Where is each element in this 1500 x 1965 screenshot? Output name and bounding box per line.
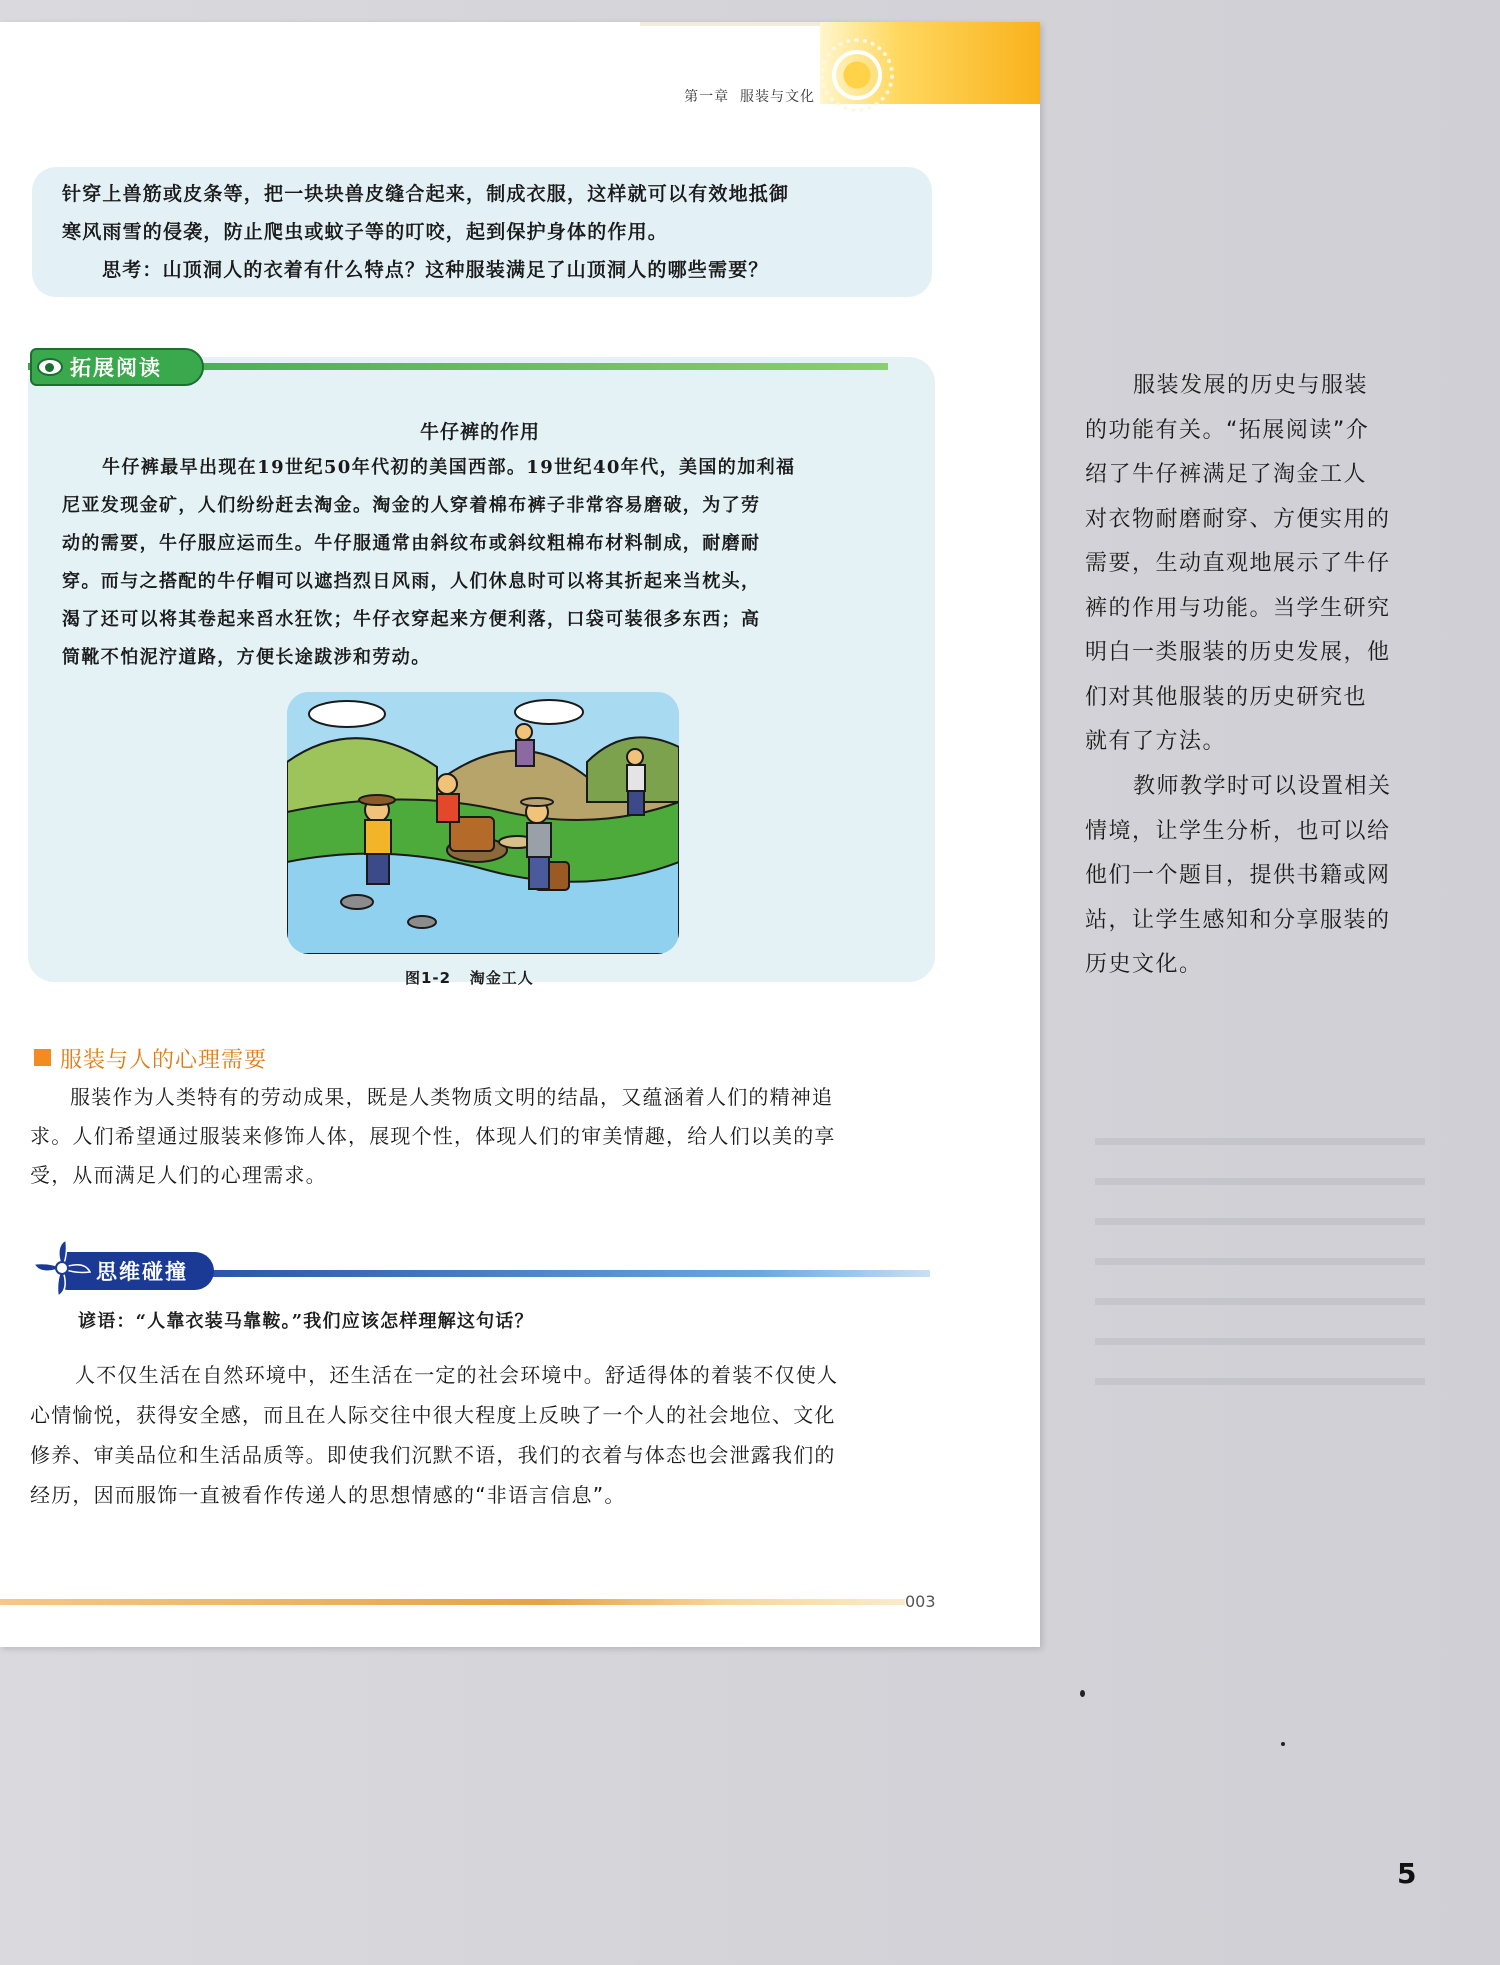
chapter-title: 服装与文化 <box>740 89 815 105</box>
gold-miners-illustration <box>287 692 679 954</box>
extended-reading-line: 尼亚发现金矿，人们纷纷赶去淘金。淘金的人穿着棉布裤子非常容易磨破，为了劳 <box>62 495 761 516</box>
extended-reading-line: 渴了还可以将其卷起来舀水狂饮；牛仔衣穿起来方便利落，口袋可装很多东西；高 <box>62 609 761 630</box>
side-note-line: 明白一类服装的历史发展，他 <box>1085 640 1391 665</box>
side-note-line: 就有了方法。 <box>1085 729 1227 754</box>
extended-reading-line: 穿。而与之搭配的牛仔帽可以遮挡烈日风雨，人们休息时可以将其折起来当枕头， <box>62 571 761 592</box>
side-note-line: 绍了牛仔裤满足了淘金工人 <box>1085 462 1368 487</box>
inner-page-number: 003 <box>905 1592 936 1611</box>
thinking-line: 人不仅生活在自然环境中，还生活在一定的社会环境中。舒适得体的着装不仅使人 <box>75 1363 839 1387</box>
sun-icon <box>832 50 882 100</box>
side-note-line: 需要，生动直观地展示了牛仔 <box>1085 551 1391 576</box>
running-header <box>655 86 815 106</box>
top-box-line: 寒风雨雪的侵袭，防止爬虫或蚊子等的叮咬，起到保护身体的作用。 <box>62 221 669 243</box>
side-note-line: 裤的作用与功能。当学生研究 <box>1085 595 1391 621</box>
bleed-through-text <box>1095 1120 1425 1405</box>
section-heading: 服装与人的心理需要 <box>60 1048 268 1073</box>
thinking-line: 心情愉悦，获得安全感，而且在人际交往中很大程度上反映了一个人的社会地位、文化 <box>30 1403 836 1427</box>
section-line: 求。人们希望通过服装来修饰人体，展现个性，体现人们的审美情趣，给人们以美的享 <box>30 1124 836 1148</box>
bottom-rule <box>0 1599 905 1605</box>
section-line: 受，从而满足人们的心理需求。 <box>30 1163 327 1187</box>
side-note-line: 站，让学生感知和分享服装的 <box>1085 907 1391 933</box>
outer-page-number: 5 <box>1397 1857 1417 1890</box>
textbook-page <box>0 22 1040 1647</box>
proverb-question: 谚语：“人靠衣装马靠鞍。”我们应该怎样理解这句话？ <box>78 1311 534 1332</box>
extended-reading-line: 牛仔裤最早出现在19世纪50年代初的美国西部。19世纪40年代，美国的加利福 <box>102 457 796 478</box>
top-box-question: 思考：山顶洞人的衣着有什么特点？这种服装满足了山顶洞人的哪些需要？ <box>102 259 769 281</box>
figure-number: 图1-2 <box>405 969 452 987</box>
side-note-line: 教师教学时可以设置相关 <box>1133 774 1392 799</box>
side-note-paragraph-2 <box>1085 765 1440 988</box>
thinking-line: 修养、审美品位和生活品质等。即使我们沉默不语，我们的衣着与体态也会泄露我们的 <box>30 1443 836 1467</box>
eye-icon <box>37 358 63 376</box>
figure-caption-text: 淘金工人 <box>469 969 534 987</box>
chapter-number: 第一章 <box>684 89 730 105</box>
extended-reading-title: 牛仔裤的作用 <box>419 421 540 443</box>
side-note-paragraph-1 <box>1085 364 1440 765</box>
side-note-line: 他们一个题目，提供书籍或网 <box>1085 863 1391 888</box>
dust-speck <box>1281 1742 1285 1746</box>
side-note-line: 对衣物耐磨耐穿、方便实用的 <box>1085 506 1391 532</box>
bleed-through-strip <box>640 22 840 26</box>
extended-reading-label: 拓展阅读 <box>70 356 162 380</box>
side-note-line: 情境，让学生分析，也可以给 <box>1085 818 1391 844</box>
thinking-label: 思维碰撞 <box>96 1260 188 1284</box>
thinking-line: 经历，因而服饰一直被看作传递人的思想情感的“非语言信息”。 <box>30 1483 626 1507</box>
top-box-line: 针穿上兽筋或皮条等，把一块块兽皮缝合起来，制成衣服，这样就可以有效地抵御 <box>62 183 790 205</box>
side-note-line: 的功能有关。“拓展阅读”介 <box>1085 417 1370 443</box>
side-note-line: 们对其他服装的历史研究也 <box>1085 684 1368 710</box>
extended-reading-line: 筒靴不怕泥泞道路，方便长途跋涉和劳动。 <box>62 647 431 668</box>
side-note-line: 历史文化。 <box>1085 952 1203 977</box>
side-note-line: 服装发展的历史与服装 <box>1133 373 1369 398</box>
dust-speck <box>1080 1690 1085 1697</box>
extended-reading-line: 动的需要，牛仔服应运而生。牛仔服通常由斜纹布或斜纹粗棉布材料制成，耐磨耐 <box>62 533 761 554</box>
flower-icon <box>32 1238 92 1298</box>
section-bullet-icon <box>34 1049 51 1066</box>
section-line: 服装作为人类特有的劳动成果，既是人类物质文明的结晶，又蕴涵着人们的精神追 <box>70 1085 834 1109</box>
figure-caption <box>405 967 605 988</box>
